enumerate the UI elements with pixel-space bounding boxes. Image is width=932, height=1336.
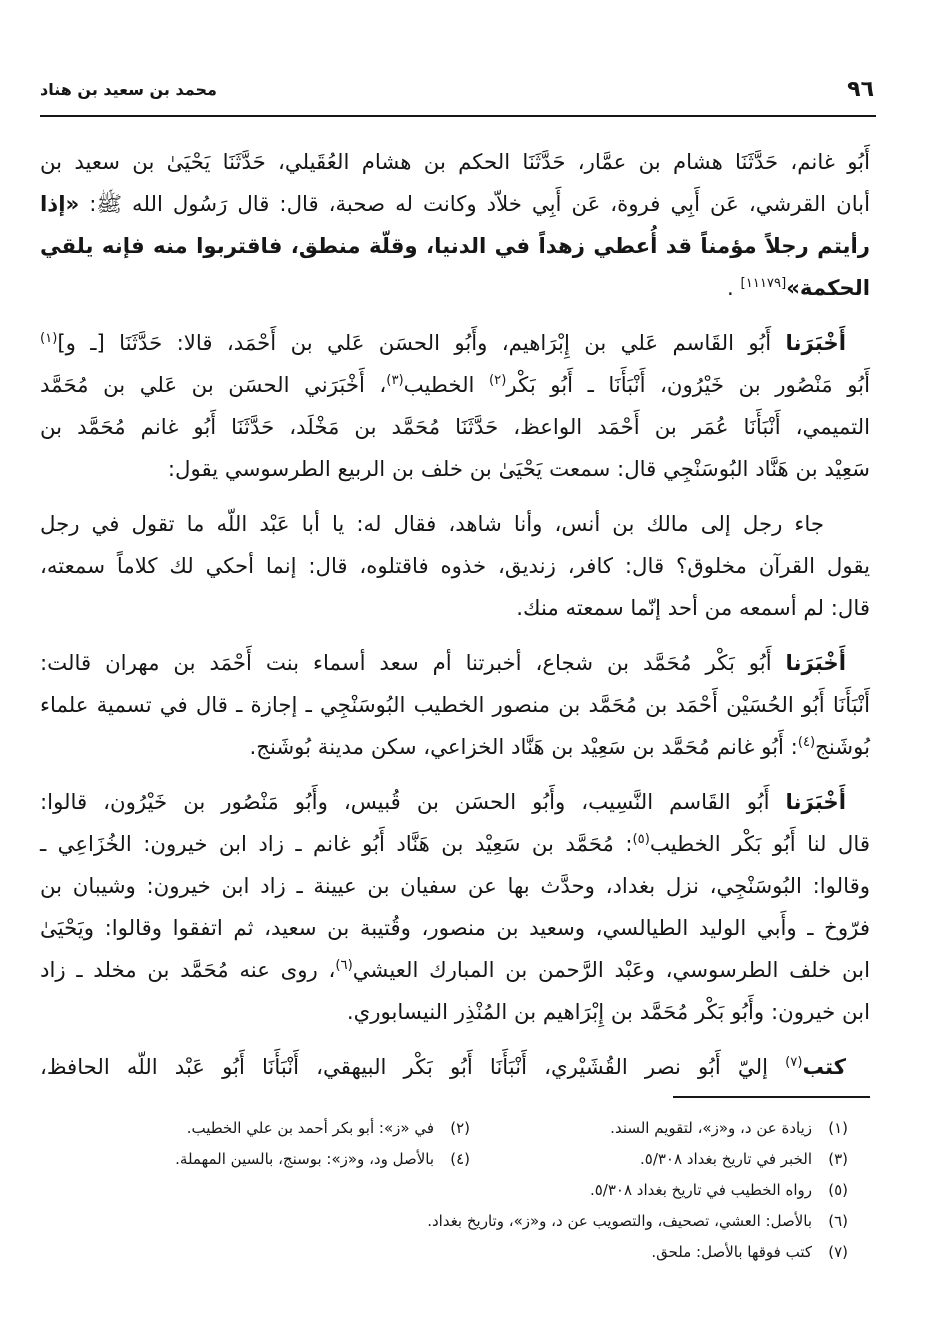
footnote-number: (٣) xyxy=(828,1150,848,1168)
footnote-text: زيادة عن د، و«ز»، لتقويم السند. xyxy=(610,1119,812,1137)
footnote-ref-marker: (٤) xyxy=(797,734,816,750)
text-run: جاء رجل إلى مالك بن أنس، وأنا شاهد، فقال له: يا أبا عَبْد اللّه ما تقول في رجل xyxy=(40,512,824,537)
text-run: ابن خلف الطرسوسي، وعَبْد الرَّحمن بن المبارك العيشي xyxy=(352,958,870,983)
text-line-content xyxy=(40,874,870,899)
text-line-content xyxy=(168,457,870,482)
running-header xyxy=(40,74,874,106)
header-rule xyxy=(40,115,876,117)
text-line xyxy=(40,226,870,268)
footnote-ref-marker: [١١١٧٩] xyxy=(740,275,787,291)
text-run: أَبُو مَنْصُور بن خَيْرُون، أَنْبَأَنَا ـ أَبُو بَكْر xyxy=(506,373,871,398)
text-line xyxy=(40,1047,870,1089)
text-run: أَبُو القَاسم النَّسِيب، وأَبُو الحسَن بن قُبيس، وأَبُو مَنْصُور بن خَيْرُون، قالوا: xyxy=(40,790,786,815)
text-line xyxy=(40,782,870,824)
footnote-number: (٦) xyxy=(828,1212,848,1230)
text-line xyxy=(40,992,870,1034)
footnote-6 xyxy=(427,1206,848,1237)
text-line-content xyxy=(516,596,870,621)
footnote-number: (٤) xyxy=(450,1150,470,1168)
text-run: سَعِيْد بن هَنَّاد البُوسَنْجِي قال: سمعت يَحْيَىٰ بن خلف بن الربيع الطرسوسي يقول: xyxy=(167,457,870,482)
text-run: بُوشَنج xyxy=(815,735,870,760)
footnote-number: (٥) xyxy=(828,1181,848,1199)
footnote-ref-marker: (٢) xyxy=(489,372,507,388)
text-line-content xyxy=(40,790,846,815)
text-line-content xyxy=(40,192,870,217)
text-run: ابن خيرون: وأَبُو بَكْر مُحَمَّد بن إِبْرَاهيم بن المُنْذِر النيسابوري. xyxy=(346,1000,870,1025)
text-line-content xyxy=(40,832,870,857)
footnote-4 xyxy=(175,1144,470,1175)
footnote-3 xyxy=(470,1144,848,1175)
text-line xyxy=(40,449,870,491)
text-line xyxy=(40,824,870,866)
text-line xyxy=(40,685,870,727)
text-line-content xyxy=(40,323,846,356)
footnotes xyxy=(84,1113,848,1268)
footnote-text: بالأصل: العشي، تصحيف، والتصويب عن د، و«ز»، وتاريخ بغداد. xyxy=(427,1212,812,1230)
text-run: الخطيب xyxy=(403,373,490,398)
text-line-content xyxy=(40,1055,846,1080)
text-run: . xyxy=(727,276,741,301)
footnote-ref-marker: (١) xyxy=(40,330,58,346)
text-line-content xyxy=(40,651,846,676)
paragraph xyxy=(40,643,870,769)
text-line-content xyxy=(727,276,870,301)
text-run: فرّوخ ـ وأَبي الوليد الطيالسي، وسعيد بن منصور، وقُتيبة بن سعيد، ثم اتفقوا وقالوا: ويَحْيَىٰ xyxy=(40,916,870,941)
text-run: : أَبُو غانم مُحَمَّد بن سَعِيْد بن هَنَّاد الخزاعي، سكن مدينة بُوشَنج. xyxy=(249,735,798,760)
text-run: التميمي، أَنْبَأَنَا عُمَر بن أَحْمَد الواعظ، حَدَّثَنَا مُحَمَّد بن مَخْلَد، حَدَّثَنَا أَبُو غانم مُحَمَّد بن xyxy=(40,415,870,440)
footnote-1 xyxy=(470,1113,848,1144)
bold-text-run: كتب xyxy=(802,1055,846,1080)
text-line xyxy=(40,908,870,950)
paragraph xyxy=(40,782,870,1034)
bold-text-run: أَخْبَرَنا xyxy=(785,331,846,356)
text-line-content xyxy=(40,693,870,718)
bold-text-run: الحكمة» xyxy=(786,276,870,301)
bold-text-run: أَخْبَرَنا xyxy=(785,790,846,815)
footnote-text: الخبر في تاريخ بغداد ٥/٣٠٨. xyxy=(639,1150,812,1168)
text-line xyxy=(40,643,870,685)
footnote-text: في «ز»: أبو بكر أحمد بن علي الخطيب. xyxy=(186,1119,434,1137)
text-line xyxy=(40,504,870,546)
paragraph xyxy=(40,142,870,310)
footnote-ref-marker: (٥) xyxy=(632,831,650,847)
text-line xyxy=(40,184,870,226)
paragraph xyxy=(40,1047,870,1089)
text-run: أَنْبَأَنَا أَبُو الحُسَيْن أَحْمَد بن مُحَمَّد بن منصور الخطيب البُوسَنْجِي ـ إجازة ـ قال في تسمية علماء xyxy=(40,693,870,718)
text-line xyxy=(40,365,870,407)
text-run: ، روى عنه مُحَمَّد بن مخلد ـ زاد xyxy=(40,958,336,983)
text-line xyxy=(40,407,870,449)
footnote-row xyxy=(84,1206,848,1237)
footnote-ref-marker: (٣) xyxy=(386,372,404,388)
footnote-row xyxy=(84,1237,848,1268)
main-text xyxy=(40,142,870,1089)
text-run: قال لنا أَبُو بَكْر الخطيب xyxy=(649,832,870,857)
text-run: : مُحَمَّد بن سَعِيْد بن هَنَّاد أَبُو غانم ـ زاد ابن خيرون: الخُزَاعِي ـ xyxy=(40,832,633,857)
text-run: ، أَخْبَرَني الحسَن بن عَلي بن مُحَمَّد xyxy=(40,373,387,398)
footnote-7 xyxy=(651,1237,848,1268)
text-run: أبان القرشي، عَن أَبِي فروة، عَن أَبِي خلاّد وكانت له صحبة، قال: قال رَسُول الله ﷺ: xyxy=(79,192,870,217)
text-line-content xyxy=(40,512,824,537)
bold-text-run: أَخْبَرَنا xyxy=(785,651,846,676)
footnote-ref-marker: (٧) xyxy=(785,1054,803,1070)
text-line xyxy=(40,866,870,908)
text-run: قال: لم أسمعه من أحد إنّما سمعته منك. xyxy=(516,596,870,621)
footnote-number: (١) xyxy=(828,1119,848,1137)
bold-text-run: رأيتم رجلاً مؤمناً قد أُعطي زهداً في الدنيا، وقلّة منطق، فاقتربوا منه فإنه يلقي xyxy=(40,234,870,259)
text-line xyxy=(40,727,870,769)
text-run: أَبُو بَكْر مُحَمَّد بن شجاع، أخبرتنا أم سعد أسماء بنت أَحْمَد بن مهران قالت: xyxy=(40,651,786,676)
text-line-content xyxy=(40,373,870,398)
footnote-rule xyxy=(673,1096,870,1098)
text-line xyxy=(40,142,870,184)
paragraph xyxy=(40,504,870,630)
text-line-content xyxy=(40,234,870,259)
text-line-content xyxy=(40,150,870,175)
footnote-ref-marker: (٦) xyxy=(335,957,353,973)
text-line-content xyxy=(40,415,870,440)
text-line-content xyxy=(40,554,870,579)
running-title: محمد بن سعيد بن هناد xyxy=(40,80,217,99)
text-line-content xyxy=(40,958,870,983)
text-run: أَبُو غانم، حَدَّثَنَا هشام بن عمَّار، حَدَّثَنَا الحكم بن هشام العُقَيلي، حَدَّثَنَا يَحْيَىٰ بن سعيد بن xyxy=(40,150,870,175)
text-line xyxy=(40,546,870,588)
text-line-content xyxy=(40,916,870,941)
footnote-row xyxy=(84,1144,848,1175)
footnote-text: بالأصل ود، و«ز»: بوسنج، بالسين المهملة. xyxy=(175,1150,434,1168)
text-run: وقالوا: البُوسَنْجِي، نزل بغداد، وحدَّث بها عن سفيان بن عيينة ـ زاد ابن خيرون: وشيبان بن xyxy=(40,874,870,899)
paragraph xyxy=(40,323,870,491)
footnote-2 xyxy=(187,1113,470,1144)
footnote-row xyxy=(84,1175,848,1206)
text-line xyxy=(40,323,870,365)
text-line-content xyxy=(249,735,870,760)
text-line-content xyxy=(347,1000,870,1025)
text-run: أَبُو القَاسم عَلي بن إِبْرَاهيم، وأَبُو الحسَن عَلي بن أَحْمَد، قالا: حَدَّثَنَا [ـ و] xyxy=(57,331,786,356)
text-run: إليّ أَبُو نصر القُشَيْري، أَنْبَأَنَا أَبُو بَكْر البيهقي، أَنْبَأَنَا أَبُو عَبْد اللّه الحافظ، xyxy=(40,1055,786,1080)
page-number: ٩٦ xyxy=(847,77,874,102)
footnote-5 xyxy=(590,1175,848,1206)
bold-text-run: «إذا xyxy=(40,192,80,217)
footnote-text: كتب فوقها بالأصل: ملحق. xyxy=(651,1243,812,1261)
text-run: يقول القرآن مخلوق؟ قال: كافر، زنديق، خذوه فاقتلوه، قال: إنما أحكي لك كلاماً سمعته، xyxy=(40,554,870,579)
text-line xyxy=(40,950,870,992)
footnote-row xyxy=(84,1113,848,1144)
text-line xyxy=(40,588,870,630)
footnote-number: (٧) xyxy=(828,1243,848,1261)
footnote-text: رواه الخطيب في تاريخ بغداد ٥/٣٠٨. xyxy=(589,1181,812,1199)
text-line xyxy=(40,268,870,310)
footnote-number: (٢) xyxy=(450,1119,470,1137)
